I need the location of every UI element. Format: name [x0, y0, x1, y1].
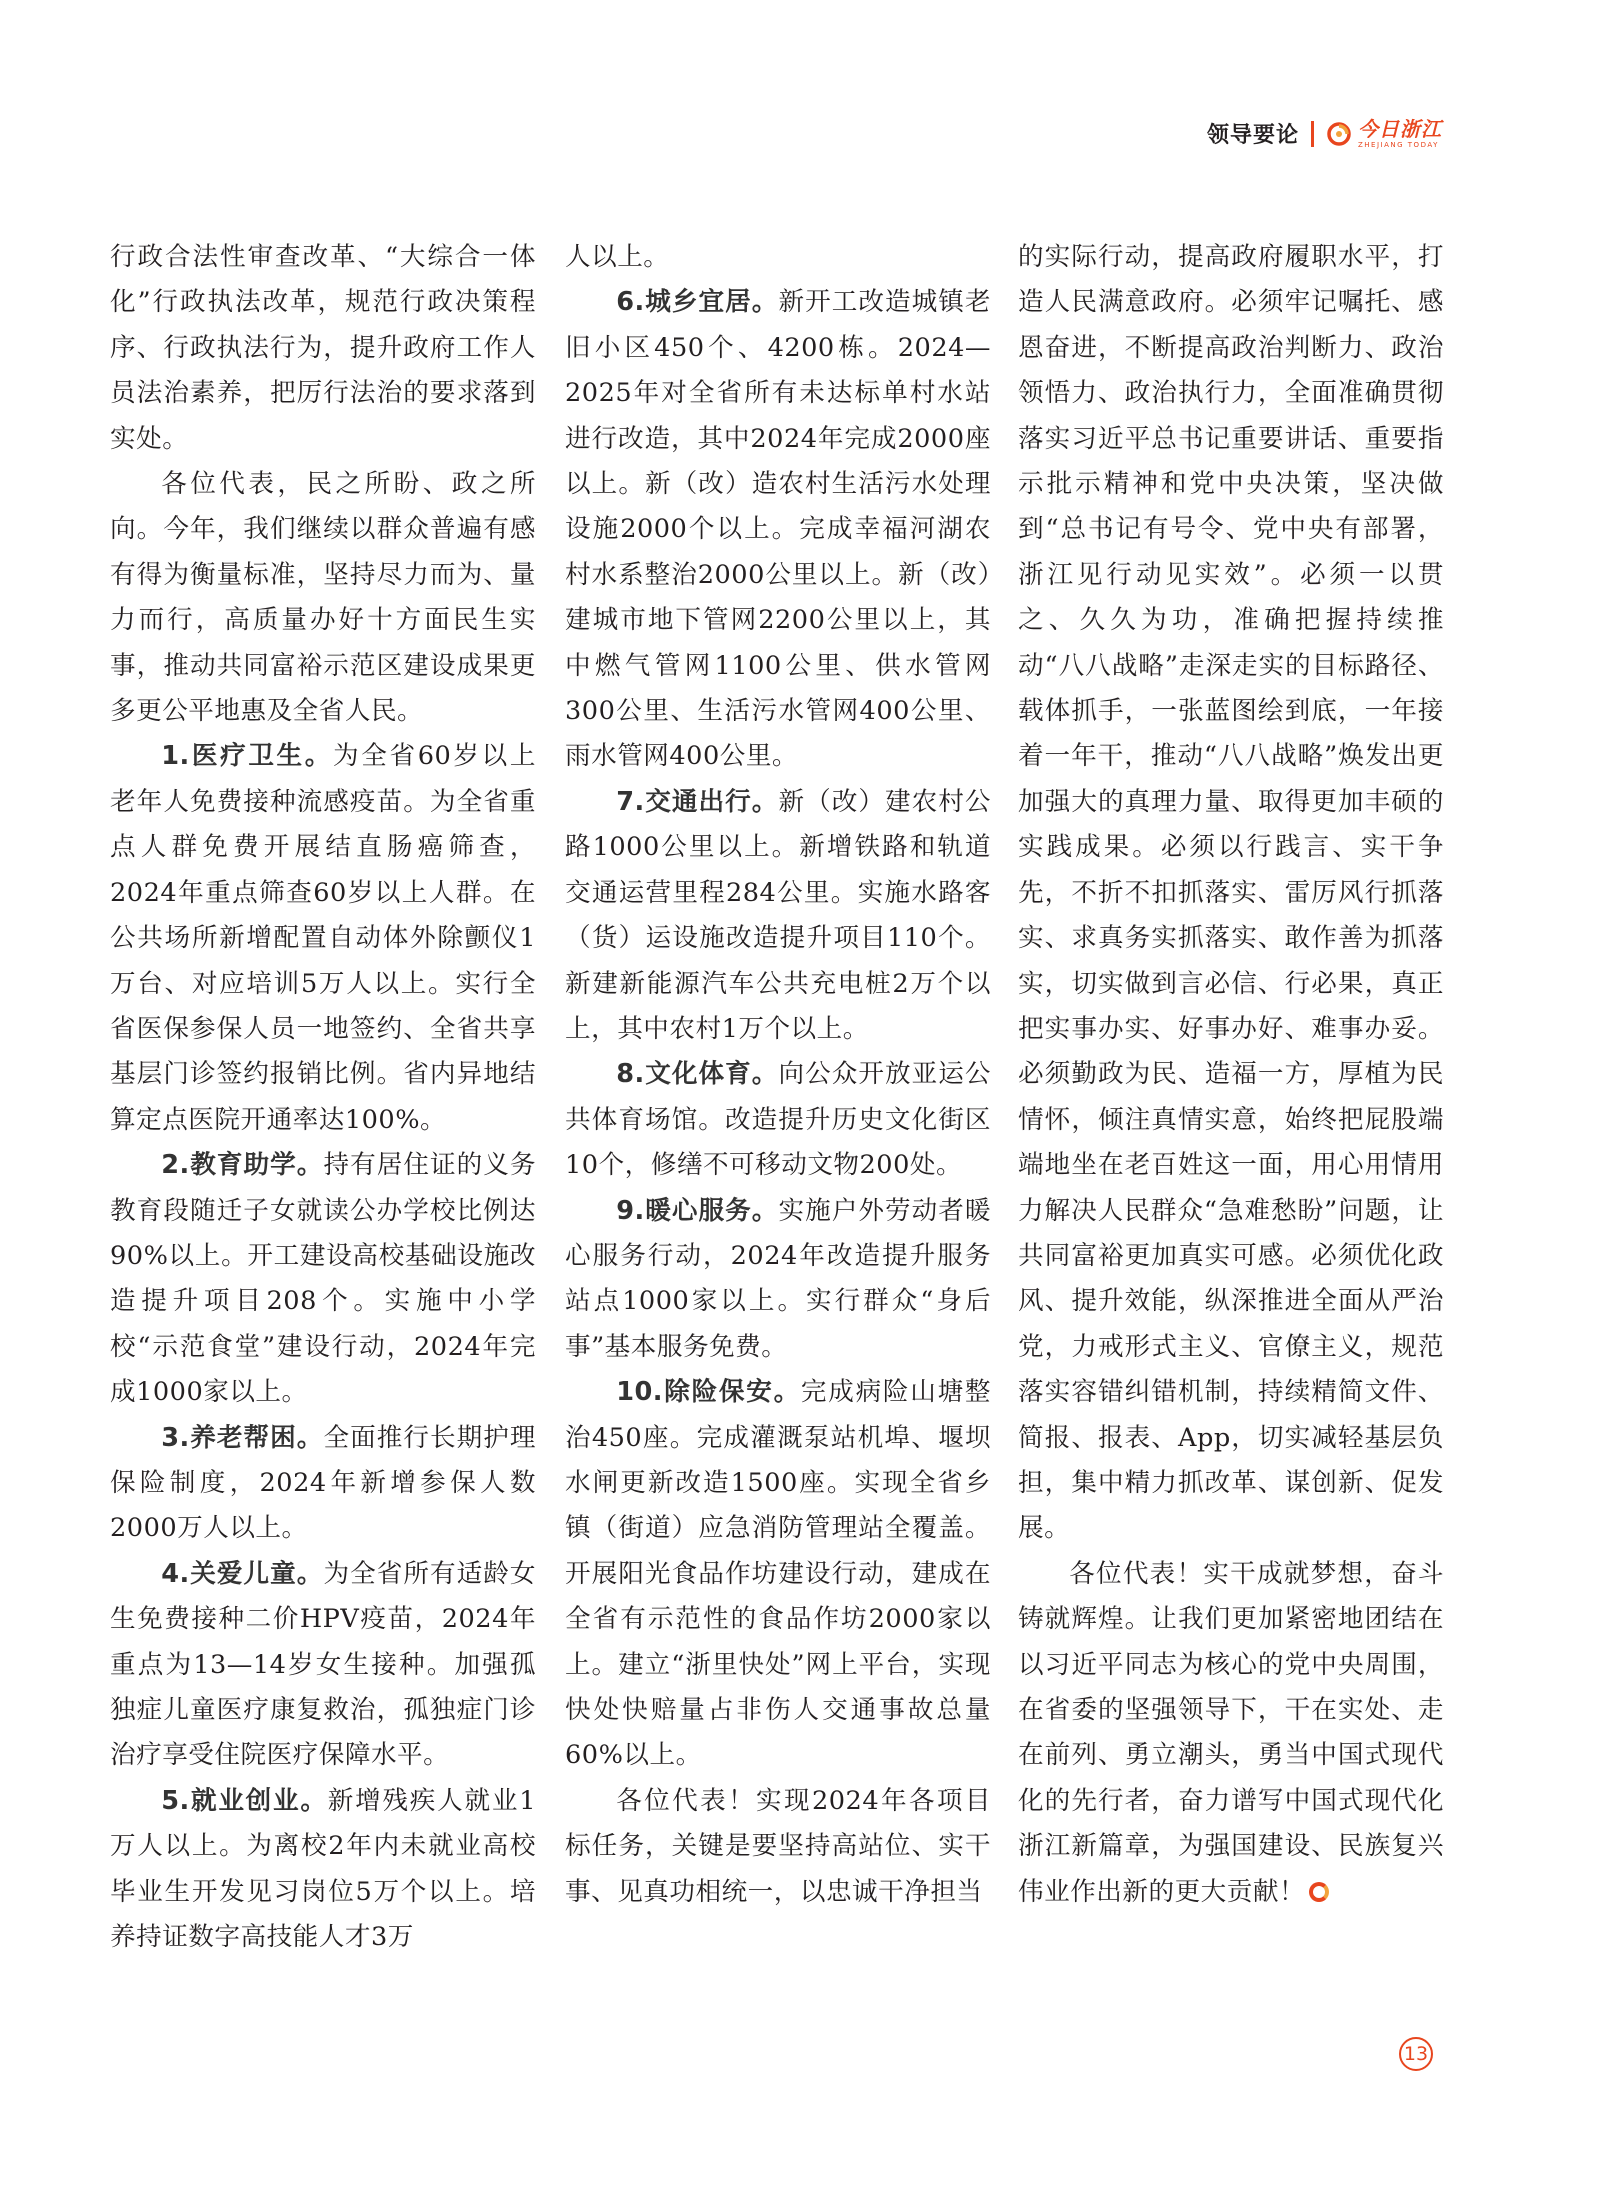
- paragraph: [110, 1552, 536, 1779]
- item-heading: 5.就业创业。: [161, 1785, 328, 1816]
- text-column-3: [1018, 235, 1444, 1915]
- paragraph-text: 全面推行长期护理保险制度，2024年新增参保人数2000万人以上。: [110, 1422, 536, 1544]
- paragraph-text: 各位代表！实干成就梦想，奋斗铸就辉煌。让我们更加紧密地团结在以习近平同志为核心的党中央周围，在省委的坚强领导下，干在实处、走在前列、勇立潮头，勇当中国式现代化的先行者，奋力谱写中国式现代化浙江新篇章，为强国建设、民族复兴伟业作出新的更大贡献！: [1018, 1558, 1444, 1907]
- paragraph: [110, 734, 536, 1143]
- paragraph: [565, 1189, 991, 1371]
- item-heading: 3.养老帮困。: [161, 1422, 324, 1453]
- page-header: [1207, 118, 1442, 149]
- paragraph-text: 各位代表，民之所盼、政之所向。今年，我们继续以群众普遍有感有得为衡量标准，坚持尽力而为、量力而行，高质量办好十方面民生实事，推动共同富裕示范区建设成果更多更公平地惠及全省人民。: [110, 469, 536, 727]
- paragraph: [1018, 235, 1444, 1552]
- item-heading: 9.暖心服务。: [616, 1195, 779, 1226]
- paragraph: [565, 1370, 991, 1779]
- paragraph: [110, 462, 536, 734]
- paragraph-text: 为全省所有适龄女生免费接种二价HPV疫苗，2024年重点为13—14岁女生接种。加强孤独症儿童医疗康复救治，孤独症门诊治疗享受住院医疗保障水平。: [110, 1558, 536, 1771]
- item-heading: 2.教育助学。: [161, 1150, 324, 1181]
- item-heading: 6.城乡宜居。: [616, 287, 779, 318]
- paragraph: [110, 1779, 536, 1961]
- paragraph-text: 向公众开放亚运公共体育场馆。改造提升历史文化街区10个，修缮不可移动文物200处。: [565, 1059, 991, 1181]
- paragraph-text: 完成病险山塘整治450座。完成灌溉泵站机埠、堰坝水闸更新改造1500座。实现全省乡镇（街道）应急消防管理站全覆盖。开展阳光食品作坊建设行动，建成在全省有示范性的食品作坊2000家以上。建立“浙里快处”网上平台，实现快处快赔量占非伤人交通事故总量60%以上。: [565, 1377, 991, 1771]
- paragraph-text: 新增残疾人就业1万人以上。为离校2年内未就业高校毕业生开发见习岗位5万个以上。培养持证数字高技能人才3万: [110, 1785, 536, 1953]
- page-number: 13: [1399, 2037, 1433, 2071]
- paragraph: [565, 1052, 991, 1188]
- item-heading: 7.交通出行。: [616, 786, 779, 817]
- end-mark-icon: [1309, 1882, 1329, 1902]
- paragraph: [110, 1143, 536, 1415]
- text-column-1: [110, 235, 536, 1960]
- item-heading: 1.医疗卫生。: [161, 741, 334, 772]
- paragraph-text: 新开工改造城镇老旧小区450个、4200栋。2024—2025年对全省所有未达标单村水站进行改造，其中2024年完成2000座以上。新（改）造农村生活污水处理设施2000个以上。完成幸福河湖农村水系整治2000公里以上。新（改）建城市地下管网2200公里以上，其中燃气管网1100公里、供水管网300公里、生活污水管网400公里、雨水管网400公里。: [565, 287, 991, 772]
- article-body: [110, 235, 1490, 1995]
- paragraph: [565, 780, 991, 1052]
- logo-swirl-icon: [1326, 121, 1352, 147]
- paragraph: [565, 1779, 991, 1915]
- item-heading: 4.关爱儿童。: [161, 1558, 324, 1589]
- item-heading: 10.除险保安。: [616, 1377, 801, 1408]
- paragraph-text: 各位代表！实现2024年各项目标任务，关键是要坚持高站位、实干事、见真功相统一，以忠诚干净担当: [565, 1785, 991, 1907]
- paragraph-text: 实施户外劳动者暖心服务行动，2024年改造提升服务站点1000家以上。实行群众“身后事”基本服务免费。: [565, 1195, 991, 1362]
- magazine-logo: [1326, 116, 1442, 149]
- paragraph-text: 持有居住证的义务教育段随迁子女就读公办学校比例达90%以上。开工建设高校基础设施改造提升项目208个。实施中小学校“示范食堂”建设行动，2024年完成1000家以上。: [110, 1150, 536, 1408]
- paragraph: [565, 280, 991, 779]
- section-label: 领导要论: [1206, 123, 1299, 148]
- paragraph: [110, 235, 536, 462]
- item-heading: 8.文化体育。: [616, 1059, 779, 1090]
- paragraph-text: 的实际行动，提高政府履职水平，打造人民满意政府。必须牢记嘱托、感恩奋进，不断提高政治判断力、政治领悟力、政治执行力，全面准确贯彻落实习近平总书记重要讲话、重要指示批示精神和党中央决策，坚决做到“总书记有号令、党中央有部署，浙江见行动见实效”。必须一以贯之、久久为功，准确把握持续推动“八八战略”走深走实的目标路径、载体抓手，一张蓝图绘到底，一年接着一年干，推动“八八战略”焕发出更加强大的真理力量、取得更加丰硕的实践成果。必须以行践言、实干争先，不折不扣抓落实、雷厉风行抓落实、求真务实抓落实、敢作善为抓落实，切实做到言必信、行必果，真正把实事办实、好事办好、难事办妥。必须勤政为民、造福一方，厚植为民情怀，倾注真情实意，始终把屁股端端地坐在老百姓这一面，用心用情用力解决人民群众“急难愁盼”问题，让共同富裕更加真实可感。必须优化政风、提升效能，纵深推进全面从严治党，力戒形式主义、官僚主义，规范落实容错纠错机制，持续精简文件、简报、报表、App，切实减轻基层负担，集中精力抓改革、谋创新、促发展。: [1018, 242, 1444, 1544]
- paragraph: [1018, 1552, 1444, 1915]
- text-column-2: [565, 235, 991, 1915]
- logo-title: 今日浙江: [1358, 116, 1442, 141]
- paragraph-text: 新（改）建农村公路1000公里以上。新增铁路和轨道交通运营里程284公里。实施水路客（货）运设施改造提升项目110个。新建新能源汽车公共充电桩2万个以上，其中农村1万个以上。: [565, 786, 991, 1044]
- logo-subtitle: ZHEJIANG TODAY: [1358, 140, 1439, 149]
- header-divider: [1311, 121, 1314, 147]
- paragraph-text: 人以上。: [565, 242, 670, 272]
- paragraph-text: 为全省60岁以上老年人免费接种流感疫苗。为全省重点人群免费开展结直肠癌筛查，2024年重点筛查60岁以上人群。在公共场所新增配置自动体外除颤仪1万台、对应培训5万人以上。实行全省医保参保人员一地签约、全省共享基层门诊签约报销比例。省内异地结算定点医院开通率达100%。: [110, 741, 536, 1135]
- paragraph-text: 行政合法性审查改革、“大综合一体化”行政执法改革，规范行政决策程序、行政执法行为，提升政府工作人员法治素养，把厉行法治的要求落到实处。: [110, 242, 536, 454]
- paragraph: [565, 235, 991, 280]
- paragraph: [110, 1416, 536, 1552]
